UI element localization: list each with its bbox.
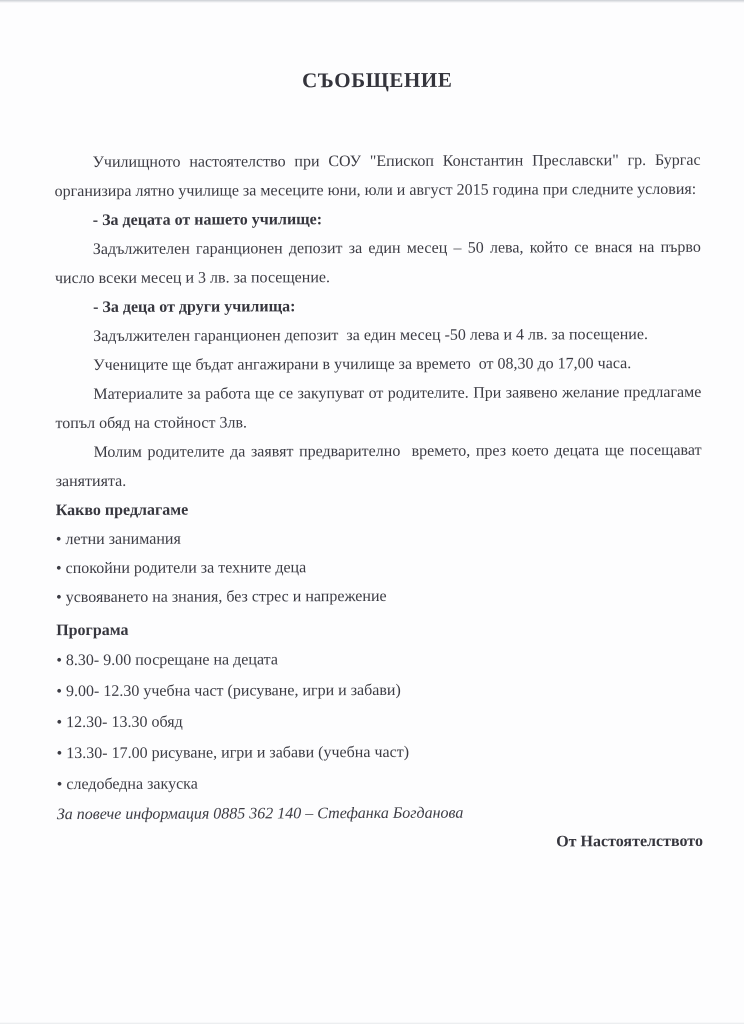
our-school-heading: - За децата от нашето училище: — [92, 211, 323, 229]
materials-paragraph: Материалите за работа ще се закупуват от родителите. При заявено желание предлагаме топъл обяд на стойност 3лв. — [55, 383, 706, 433]
program-list-item: • 8.30- 9.00 посрещане на децата — [56, 651, 278, 670]
offer-list-item: • спокойни родители за техните деца — [55, 559, 307, 578]
contact-info: За повече информация 0885 362 140 – Стефанка Богданова — [56, 804, 464, 824]
offer-list-item: • усвояването на знания, без стрес и напрежение — [56, 587, 387, 607]
signature: От Настоятелството — [556, 832, 703, 851]
offer-list-item: • летни занимания — [55, 530, 181, 549]
program-list — [56, 643, 703, 800]
offers-heading: Какво предлагаме — [55, 501, 189, 520]
intro-paragraph: Училищното настоятелство при СОУ "Епископ Константин Преславски" гр. Бургас организира лятно училище за месеците юни, юли и август 2015 година при следните условия: — [54, 151, 705, 201]
our-school-text: Задължителен гаранционен депозит за един месец – 50 лева, който се внася на първо число всеки месец и 3 лв. за посещение. — [54, 238, 705, 288]
program-heading: Програма — [56, 621, 129, 640]
offers-list — [56, 523, 702, 612]
hours-paragraph: Учениците ще бъдат ангажирани в училище за времето от 08,30 до 17,00 часа. — [93, 355, 632, 374]
other-schools-text: Задължителен гаранционен депозит за един месец -50 лева и 4 лв. за посещение. — [93, 326, 648, 345]
program-list-item: • 13.30- 17.00 рисуване, игри и забави (учебна част) — [56, 743, 410, 763]
program-list-item: • следобедна закуска — [56, 775, 198, 794]
page-title: СЪОБЩЕНИЕ — [302, 67, 453, 93]
request-paragraph: Молим родителите да заявят предварително времето, през което децата ще посещават занятията. — [55, 441, 706, 491]
program-list-item: • 12.30- 13.30 обяд — [56, 713, 183, 732]
other-schools-heading: - За деца от други училища: — [93, 298, 296, 316]
program-list-item: • 9.00- 12.30 учебна част (рисуване, игри и забави) — [56, 681, 401, 701]
